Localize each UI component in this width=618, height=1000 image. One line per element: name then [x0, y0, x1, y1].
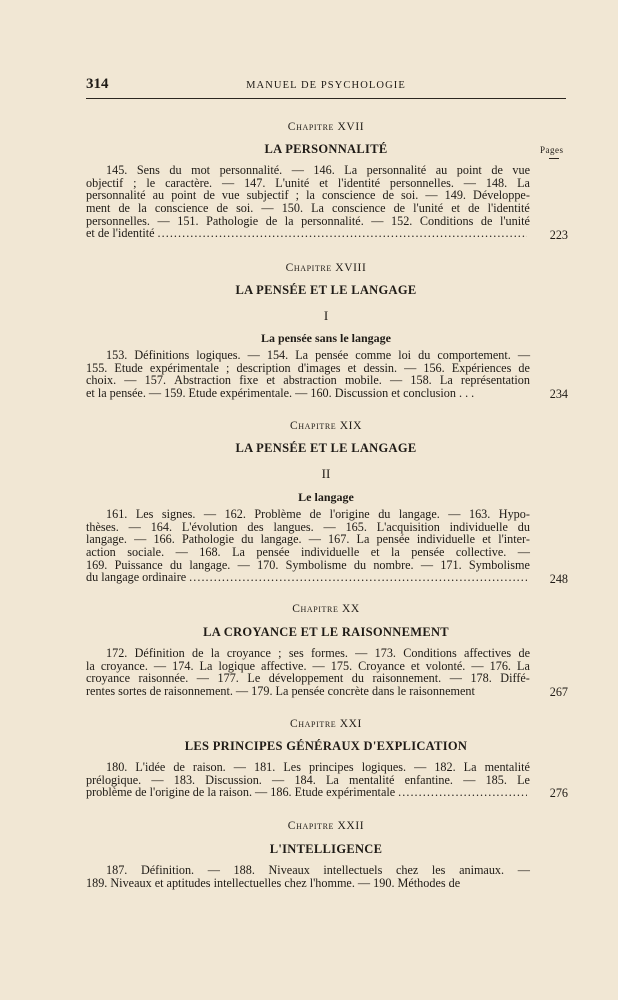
summary-line-text: 153. Définitions logiques. — 154. La pensée comme loi du comportement. —: [106, 348, 530, 362]
chapter-title: LES PRINCIPES GÉNÉRAUX D'EXPLICATION: [184, 739, 468, 753]
summary-line: [86, 164, 530, 177]
summary-line: et la pensée. — 159. Etude expérimentale. — 160. Discussion et conclusion . . .: [86, 386, 475, 401]
summary-line-text: prélogique. — 183. Discussion. — 184. La mentalité enfantine. — 185. Le: [86, 772, 530, 787]
summary-line: [86, 647, 530, 660]
summary-line: du langage ordinaire: [86, 570, 187, 585]
page-reference: 267: [549, 685, 568, 699]
chapter-summary: [86, 647, 530, 698]
page-number: 314: [86, 76, 109, 92]
summary-line: et de l'identité: [86, 226, 155, 241]
pages-column-label: Pages: [540, 145, 564, 155]
summary-line-text: thèses. — 164. L'évolution des langues. — 165. L'acquisition individuelle du: [86, 519, 530, 534]
summary-line: [86, 508, 530, 521]
chapter-label: Chapitre XIX: [290, 420, 362, 432]
pages-column-rule: [549, 158, 559, 159]
chapter-title: LA PENSÉE ET LE LANGAGE: [235, 441, 417, 455]
summary-line-text: croyance raisonnée. — 177. Le développement du raisonnement. — 178. Diffé-: [86, 671, 530, 686]
page-reference: 276: [549, 786, 568, 800]
summary-line-text: action sociale. — 168. La pensée individuelle et la pensée collective. —: [86, 545, 530, 560]
summary-line-text: choix. — 157. Abstraction fixe et abstraction mobile. — 158. La représentation: [86, 373, 530, 388]
page-reference: 248: [549, 572, 568, 586]
summary-line-text: 180. L'idée de raison. — 181. Les principes logiques. — 182. La mentalité: [106, 760, 530, 774]
summary-line: [86, 546, 530, 559]
summary-last-line: [86, 685, 530, 698]
summary-line-text: 145. Sens du mot personnalité. — 146. La personnalité au point de vue: [106, 163, 530, 177]
chapter-title: LA PERSONNALITÉ: [264, 142, 388, 156]
summary-line: [86, 761, 530, 774]
chapter-label: Chapitre XVIII: [285, 262, 367, 274]
chapter-summary: [86, 164, 530, 240]
chapter-part-number: II: [321, 466, 331, 481]
summary-line-text: ment de la conscience de soi. — 150. La conscience de l'unité et de l'identité: [86, 201, 530, 216]
chapter-subtitle: Le langage: [298, 490, 354, 504]
summary-last-line: [86, 227, 530, 240]
dot-leader: [398, 786, 527, 799]
summary-line-text: personnalité au point de vue subjectif ; la conscience de soi. — 149. Développe-: [86, 188, 530, 203]
summary-line: [86, 349, 530, 362]
summary-line: [86, 864, 530, 877]
chapter-title: L'INTELLIGENCE: [269, 842, 383, 856]
chapter-label: Chapitre XVII: [287, 121, 365, 133]
running-header: [86, 76, 566, 99]
summary-line-text: 155. Etude expérimentale ; description d'images et dessin. — 156. Expériences de: [86, 360, 530, 375]
summary-line: [86, 202, 530, 215]
chapter-label: Chapitre XX: [292, 603, 360, 615]
chapter-summary: [86, 508, 530, 584]
page-reference: 223: [549, 228, 568, 242]
summary-line-text: personnelles. — 151. Pathologie de la personnalité. — 152. Conditions de l'unité: [86, 213, 530, 228]
chapter-subtitle: La pensée sans le langage: [260, 331, 391, 345]
running-title: MANUEL DE PSYCHOLOGIE: [246, 80, 406, 91]
chapter-title: LA CROYANCE ET LE RAISONNEMENT: [203, 625, 449, 639]
chapter-label: Chapitre XXII: [287, 820, 365, 832]
summary-last-line: [86, 387, 530, 400]
summary-line-text: 161. Les signes. — 162. Problème de l'origine du langage. — 163. Hypo-: [106, 507, 530, 521]
summary-line: [86, 189, 530, 202]
dot-leader: [189, 571, 527, 584]
summary-line-text: 169. Puissance du langage. — 170. Symbolisme du nombre. — 171. Symbolisme: [86, 557, 530, 572]
chapter-summary: [86, 349, 530, 400]
summary-last-line: [86, 571, 530, 584]
dot-leader: [158, 227, 527, 240]
chapter-summary: [86, 761, 530, 799]
summary-line-text: langage. — 166. Pathologie du langage. — 167. La pensée individuelle et l'inter-: [86, 532, 530, 547]
summary-line-text: objectif ; le caractère. — 147. L'unité et l'identité personnelles. — 148. La: [86, 175, 530, 190]
chapter-summary: [86, 864, 530, 889]
chapter-label: Chapitre XXI: [290, 718, 362, 730]
chapter-part-number: I: [323, 308, 329, 323]
summary-line-text: 187. Définition. — 188. Niveaux intellectuels chez les animaux. —: [106, 863, 530, 877]
summary-line: rentes sortes de raisonnement. — 179. La pensée concrète dans le raisonnement: [86, 684, 475, 699]
summary-last-line: [86, 786, 530, 799]
chapter-title: LA PENSÉE ET LE LANGAGE: [235, 283, 417, 297]
summary-line-text: la croyance. — 174. La logique affective. — 175. Croyance et volonté. — 176. La: [86, 658, 530, 673]
page-reference: 234: [549, 387, 568, 401]
summary-line-text: 172. Définition de la croyance ; ses formes. — 173. Conditions affectives de: [106, 646, 530, 660]
summary-line: 189. Niveaux et aptitudes intellectuelles chez l'homme. — 190. Méthodes de: [86, 875, 461, 890]
summary-line: problème de l'origine de la raison. — 186. Etude expérimentale: [86, 785, 396, 800]
